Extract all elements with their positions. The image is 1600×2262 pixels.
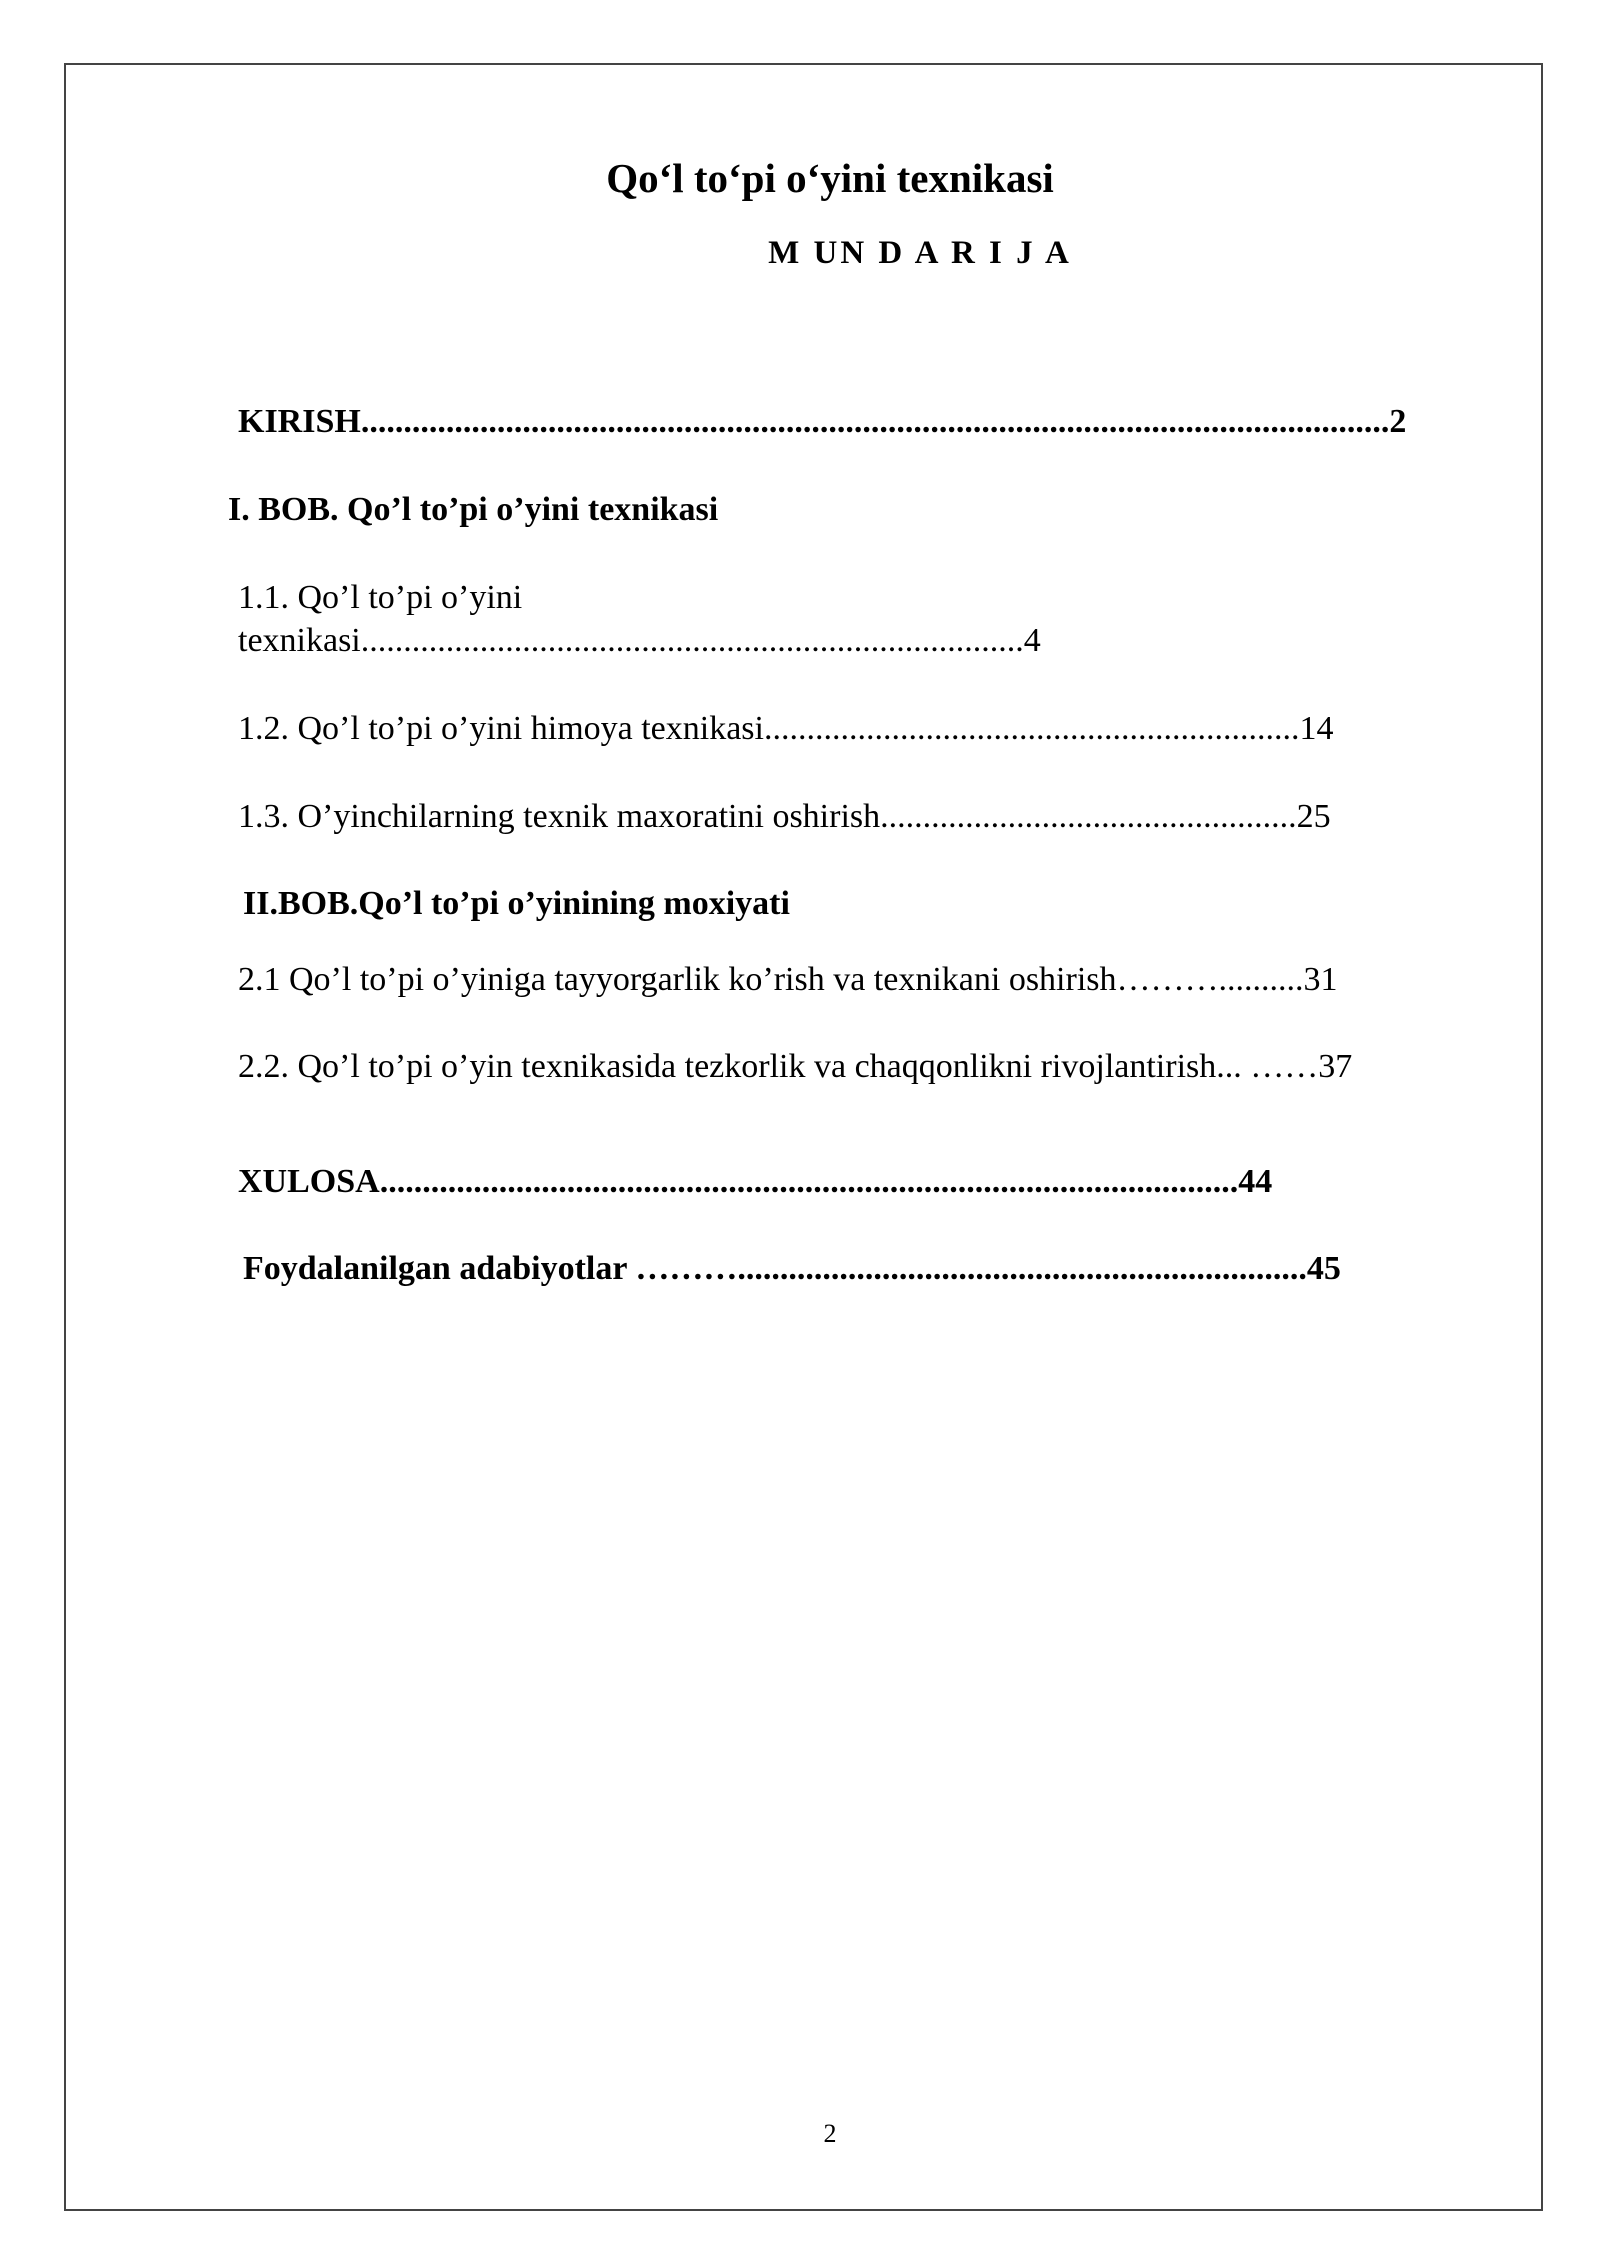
- toc-chapter-2: II.BOB.Qo’l to’pi o’yinining moxiyati: [243, 885, 790, 922]
- document-title: Qo‘l to‘pi o‘yini texnikasi: [606, 155, 1054, 201]
- toc-chapter-1: I. BOB. Qo’l to’pi o’yini texnikasi: [228, 491, 719, 528]
- page-number: 2: [823, 2119, 837, 2148]
- toc-item-1-1-line-2: texnikasi..............................................................................4: [238, 622, 1041, 659]
- toc-item-1-2: 1.2. Qo’l to’pi o’yini himoya texnikasi...............................................................14: [238, 710, 1334, 747]
- toc-conclusion: XULOSA.....................................................................................................44: [238, 1163, 1273, 1200]
- toc-item-1-1-line-1: 1.1. Qo’l to’pi o’yini: [238, 579, 523, 616]
- table-of-contents-heading: M UN D A R I J A: [768, 235, 1072, 271]
- toc-intro: KIRISH.........................................................................................................................2: [238, 403, 1407, 440]
- toc-item-2-2: 2.2. Qo’l to’pi o’yin texnikasida tezkorlik va chaqqonlikni rivojlantirish... ……37: [238, 1048, 1353, 1085]
- toc-references: Foydalanilgan adabiyotlar ………...................................................................45: [243, 1250, 1341, 1287]
- page-border: [64, 63, 1543, 2211]
- toc-item-1-3: 1.3. O’yinchilarning texnik maxoratini oshirish.................................................25: [238, 798, 1331, 835]
- toc-item-2-1: 2.1 Qo’l to’pi o’yiniga tayyorgarlik ko’rish va texnikani oshirish………..........31: [238, 961, 1338, 998]
